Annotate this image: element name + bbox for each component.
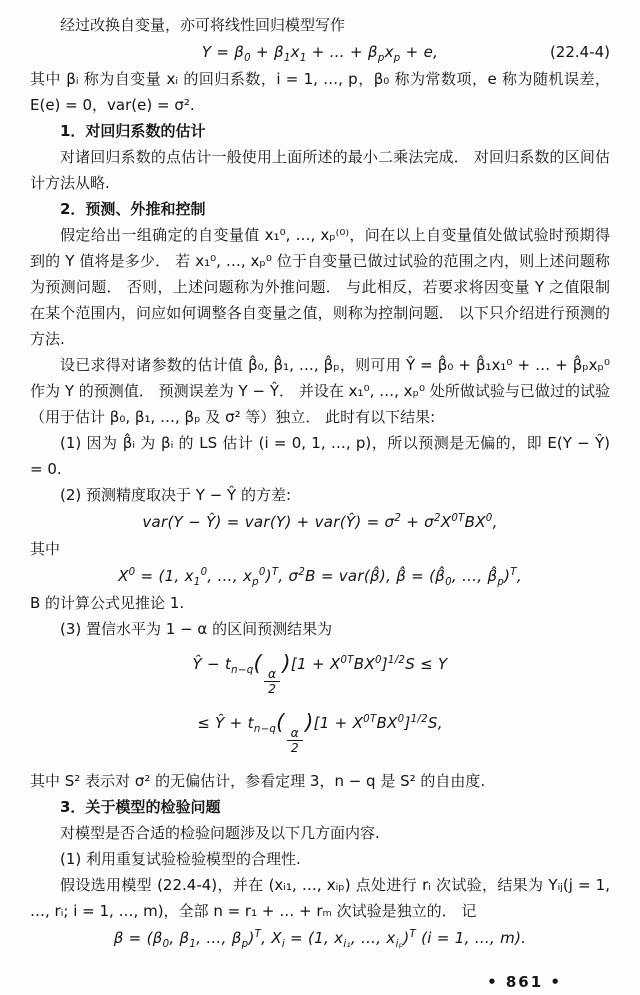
equation-interval-upper-row (30, 710, 610, 756)
paragraph-intro: 经过改换自变量，亦可将线性回归模型写作 (60, 16, 346, 34)
heading-model-testing: 3．关于模型的检验问题 (60, 798, 221, 816)
page-number: • 861 • (487, 973, 562, 991)
heading-prediction: 2．预测、外推和控制 (60, 200, 206, 218)
heading-regression-estimation: 1．对回归系数的估计 (60, 122, 206, 140)
equation-interval-upper: ≤ Ŷ + $t_{n-q}$( $\frac{\alpha}{2}$ )$[1 + X^{0T}BX^0]^{1/2}S$, (197, 710, 443, 755)
paragraph-prediction-value: 设已求得对诸参数的估计值 β̂₀, β̂₁, …, β̂ₚ，则可用 Ŷ = β̂₀ + β̂₁x₁⁰ + … + β̂ₚxₚ⁰ 作为 Y 的预测值． 预测误差为 Y − Ŷ． 并设在 x₁⁰, …, xₚ⁰ 处所做试验与已做过的试验（用于估计 β₀, β₁, …, βₚ 及 σ² 等）独立． 此时有以下结果: (30, 356, 610, 426)
paragraph-model-assumption: 假设选用模型 (22.4-4)，并在 (xᵢ₁, …, xᵢₚ) 点处进行 rᵢ 次试验，结果为 Yᵢⱼ(j = 1, …, rᵢ; i = 1, …, m)，全部 n = r₁ + … + rₘ 次试验是独立的． 记 (30, 876, 610, 920)
equation-variance-row (30, 509, 610, 535)
paragraph-S2-note: 其中 S² 表示对 σ² 的无偏估计，参看定理 3，n − q 是 S² 的自由度. (30, 772, 486, 790)
paragraph-model-terms: 其中 βᵢ 称为自变量 xᵢ 的回归系数，i = 1, …, p，β₀ 称为常数项，e 称为随机误差，E(e) = 0，var(e) = σ². (30, 70, 610, 114)
equation-variance: var(Y − Ŷ) = var(Y) + var(Ŷ) = $\sigma^2 + \sigma^2X^{0T}BX^0$, (142, 513, 498, 531)
document-page (30, 12, 610, 991)
paragraph-prediction-setup: 假定给出一组确定的自变量值 x₁⁰, …, xₚ⁽⁰⁾，问在以上自变量值处做试验时预期得到的 Y 值将是多少． 若 x₁⁰, …, xₚ⁰ 位于自变量已做过试验的范围之内，则上述问题称为预测问题． 否则，上述问题称为外推问题． 与此相反，若要求将因变量 Y 之值限制在某个范围内，问应如何调整各自变量之值，则称为控制问题． 以下只介绍进行预测的方法. (30, 226, 610, 348)
equation-X0-row (30, 563, 610, 589)
equation-interval-lower-row (30, 651, 610, 697)
equation-number: (22.4-4) (549, 43, 610, 61)
equation-model: $Y = \beta_0 + \beta_1x_1$ + … + $\beta_px_p + e$, (201, 43, 439, 64)
paragraph-testing-content: 对模型是否合适的检验问题涉及以下几方面内容. (60, 824, 380, 842)
equation-model-row (30, 39, 610, 65)
item-confidence: (3) 置信水平为 1 − α 的区间预测结果为 (60, 620, 333, 638)
paragraph-point-estimation: 对诸回归系数的点估计一般使用上面所述的最小二乘法完成． 对回归系数的区间估计方法从略. (30, 148, 610, 192)
item-variance: (2) 预测精度取决于 Y − Ŷ 的方差: (60, 486, 292, 504)
equation-X0-definition: $X^0 = (1$, $x_1^0$, …, $x_p^0)^T$, $\sigma^2B$ = var(β̂), β̂ = ($\betâ_0$, …, $\betâ_p)^T$, (118, 567, 522, 588)
item-unbiased: (1) 因为 β̂ᵢ 为 βᵢ 的 LS 估计 (i = 0, 1, …, p)，所以预测是无偏的，即 E(Y − Ŷ) = 0. (30, 434, 610, 478)
label-where: 其中 (30, 540, 61, 558)
item-repeat-test: (1) 利用重复试验检验模型的合理性. (60, 850, 301, 868)
equation-beta-row (30, 925, 610, 951)
equation-beta-definition: $\beta = (\beta_0$, $\beta_1$, …, $\beta_p)^T$, $X_i = (1$, $x_{i_1}$, …, $x_{i_p})^T$ (i = 1, …, m). (113, 929, 527, 950)
equation-interval-lower: Ŷ − $t_{n-q}$( $\frac{\alpha}{2}$ )$[1 + X^{0T}BX^0]^{1/2}S \le Y$ (192, 651, 448, 697)
paragraph-B-formula: B 的计算公式见推论 1. (30, 594, 185, 612)
